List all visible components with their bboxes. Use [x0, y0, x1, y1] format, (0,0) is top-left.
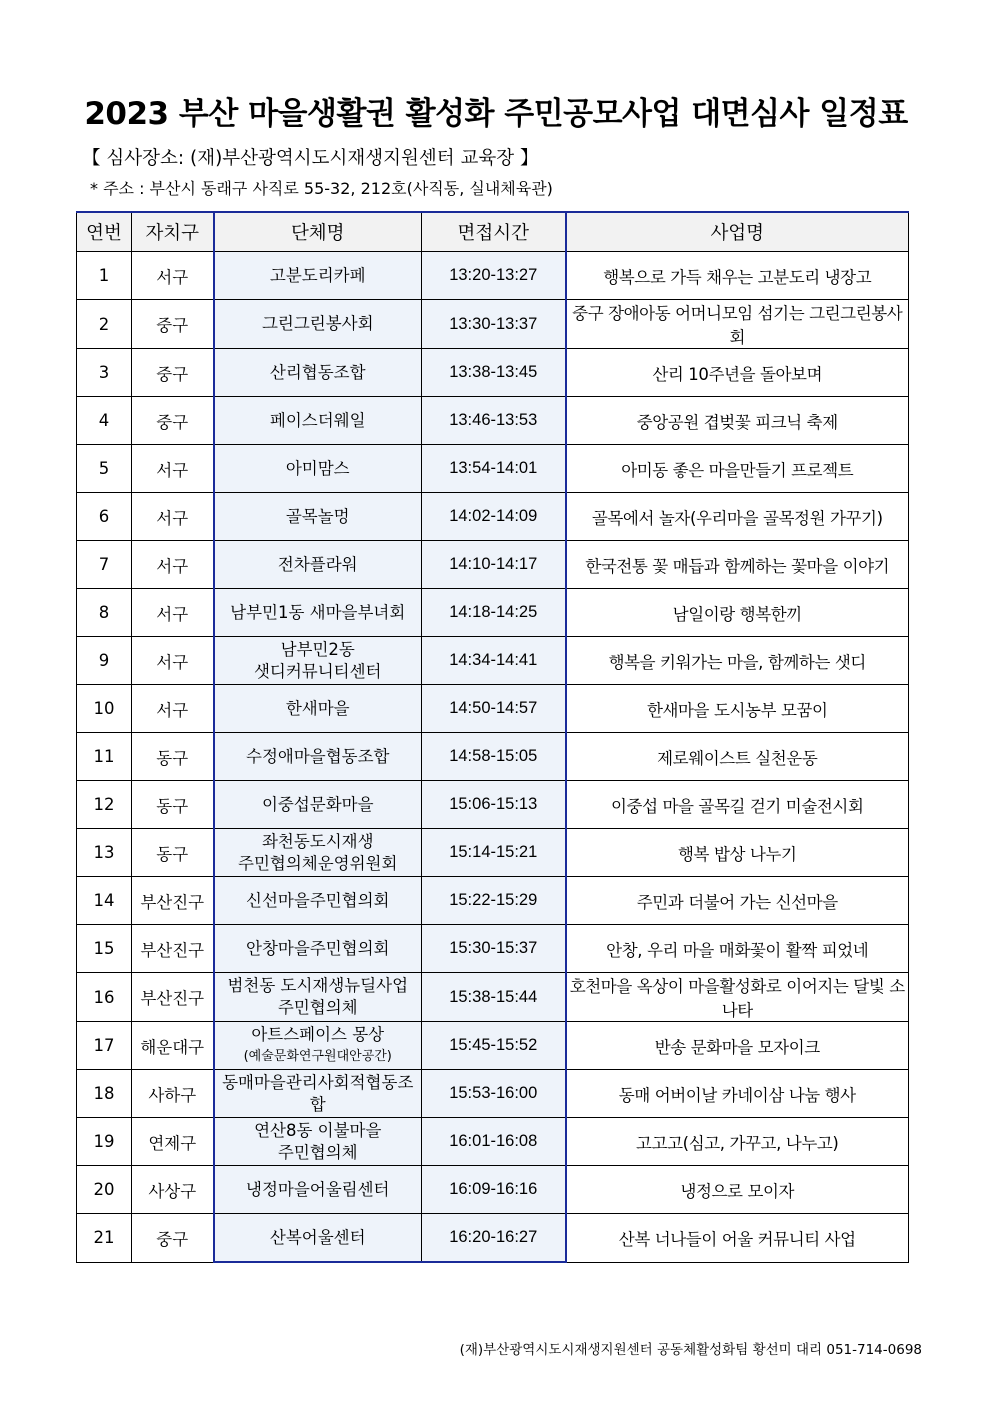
row-project: 고고고(심고, 가꾸고, 나누고): [566, 1118, 909, 1166]
row-time: 16:20-16:27: [422, 1214, 566, 1263]
row-no: 6: [77, 493, 132, 541]
row-time: 14:34-14:41: [422, 637, 566, 685]
row-organization: [214, 877, 422, 925]
footer-contact: (재)부산광역시도시재생지원센터 공동체활성화팀 황선미 대리 051-714-0698: [459, 1342, 922, 1358]
organization-line-1: 남부민2동: [280, 639, 355, 659]
row-organization: [214, 637, 422, 685]
row-project: 행복 밥상 나누기: [566, 829, 909, 877]
row-organization: [214, 252, 422, 300]
table-row: [77, 829, 909, 877]
table-row: [77, 1214, 909, 1263]
row-district: 동구: [132, 781, 214, 829]
row-time: 16:09-16:16: [422, 1166, 566, 1214]
organization-line-1: 수정애마을협동조합: [246, 746, 390, 766]
row-time: 16:01-16:08: [422, 1118, 566, 1166]
row-organization: [214, 1022, 422, 1070]
row-organization: [214, 349, 422, 397]
row-no: 1: [77, 252, 132, 300]
row-no: 7: [77, 541, 132, 589]
row-no: 5: [77, 445, 132, 493]
row-no: 14: [77, 877, 132, 925]
row-time: 14:10-14:17: [422, 541, 566, 589]
row-no: 18: [77, 1070, 132, 1118]
organization-line-1: 산리협동조합: [269, 362, 366, 382]
row-project: 아미동 좋은 마을만들기 프로젝트: [566, 445, 909, 493]
row-organization: [214, 493, 422, 541]
row-time: 14:02-14:09: [422, 493, 566, 541]
row-district: 중구: [132, 300, 214, 349]
row-no: 20: [77, 1166, 132, 1214]
table-row: [77, 397, 909, 445]
row-district: 중구: [132, 1214, 214, 1263]
row-project: 골목에서 놀자(우리마을 골목정원 가꾸기): [566, 493, 909, 541]
organization-line-2: 주민협의체운영위원회: [238, 853, 398, 873]
table-row: [77, 781, 909, 829]
table-row: [77, 1118, 909, 1166]
row-organization: [214, 397, 422, 445]
row-time: 13:46-13:53: [422, 397, 566, 445]
organization-line-1: 동매마을관리사회적협동조합: [222, 1072, 414, 1114]
row-no: 21: [77, 1214, 132, 1263]
row-district: 중구: [132, 349, 214, 397]
organization-line-1: 페이스더웨일: [269, 410, 366, 430]
row-district: 서구: [132, 589, 214, 637]
organization-line-1: 냉정마을어울림센터: [246, 1179, 390, 1199]
row-project: 남일이랑 행복한끼: [566, 589, 909, 637]
row-district: 부산진구: [132, 925, 214, 973]
row-time: 14:18-14:25: [422, 589, 566, 637]
row-no: 3: [77, 349, 132, 397]
row-time: 13:30-13:37: [422, 300, 566, 349]
row-district: 서구: [132, 445, 214, 493]
row-organization: [214, 733, 422, 781]
table-header-row: [77, 212, 909, 252]
row-project: 안창, 우리 마을 매화꽃이 활짝 피었네: [566, 925, 909, 973]
row-organization: [214, 685, 422, 733]
row-project: 한국전통 꽃 매듭과 함께하는 꽃마을 이야기: [566, 541, 909, 589]
row-time: 14:58-15:05: [422, 733, 566, 781]
table-row: [77, 1166, 909, 1214]
row-district: 서구: [132, 685, 214, 733]
row-no: 16: [77, 973, 132, 1022]
row-organization: [214, 300, 422, 349]
row-district: 서구: [132, 252, 214, 300]
row-time: 13:38-13:45: [422, 349, 566, 397]
row-no: 11: [77, 733, 132, 781]
row-project: 동매 어버이날 카네이삼 나눔 행사: [566, 1070, 909, 1118]
row-district: 서구: [132, 541, 214, 589]
row-district: 사상구: [132, 1166, 214, 1214]
row-project: 산리 10주년을 돌아보며: [566, 349, 909, 397]
row-project: 이중섭 마을 골목길 걷기 미술전시회: [566, 781, 909, 829]
row-organization: [214, 781, 422, 829]
row-organization: [214, 589, 422, 637]
row-district: 연제구: [132, 1118, 214, 1166]
row-organization: [214, 1118, 422, 1166]
organization-line-1: 고분도리카페: [269, 265, 366, 285]
table-row: [77, 925, 909, 973]
organization-line-1: 전차플라워: [277, 554, 358, 574]
row-time: 15:06-15:13: [422, 781, 566, 829]
row-district: 동구: [132, 829, 214, 877]
row-no: 9: [77, 637, 132, 685]
row-time: 15:14-15:21: [422, 829, 566, 877]
row-time: 15:30-15:37: [422, 925, 566, 973]
row-time: 13:20-13:27: [422, 252, 566, 300]
row-no: 4: [77, 397, 132, 445]
address-line: * 주소 : 부산시 동래구 사직로 55-32, 212호(사직동, 실내체육관): [90, 179, 553, 198]
row-project: 반송 문화마을 모자이크: [566, 1022, 909, 1070]
organization-line-1: 한새마을: [285, 698, 350, 718]
row-no: 17: [77, 1022, 132, 1070]
row-time: 15:45-15:52: [422, 1022, 566, 1070]
organization-line-1: 그린그린봉사회: [261, 314, 374, 333]
organization-line-2: 주민협의체: [277, 998, 358, 1017]
organization-line-1: 안창마을주민협의회: [246, 938, 390, 958]
row-organization: [214, 1070, 422, 1118]
row-project: 주민과 더불어 가는 신선마을: [566, 877, 909, 925]
organization-line-2: 샛디커뮤니티센터: [253, 661, 382, 681]
table-row: [77, 973, 909, 1022]
row-district: 동구: [132, 733, 214, 781]
row-time: 14:50-14:57: [422, 685, 566, 733]
organization-line-1: 남부민1동 새마을부녀회: [230, 602, 406, 622]
row-no: 2: [77, 300, 132, 349]
organization-line-1: 신선마을주민협의회: [246, 890, 390, 910]
row-project: 중앙공원 겹벚꽃 피크닉 축제: [566, 397, 909, 445]
table-row: [77, 589, 909, 637]
organization-line-1: 아미맘스: [285, 458, 350, 478]
row-no: 19: [77, 1118, 132, 1166]
organization-line-1: 골목놀멍: [285, 506, 350, 526]
table-row: [77, 541, 909, 589]
table-row: [77, 493, 909, 541]
row-no: 13: [77, 829, 132, 877]
row-organization: [214, 1166, 422, 1214]
page-title: 2023 부산 마을생활권 활성화 주민공모사업 대면심사 일정표: [84, 96, 908, 132]
row-project: 행복을 키워가는 마을, 함께하는 샛디: [566, 637, 909, 685]
table-row: [77, 349, 909, 397]
row-no: 12: [77, 781, 132, 829]
row-project: 산복 너나들이 어울 커뮤니티 사업: [566, 1214, 909, 1263]
table-row: [77, 1070, 909, 1118]
organization-line-1: 연산8동 이불마을: [254, 1120, 382, 1140]
venue-line: 【 심사장소: (재)부산광역시도시재생지원센터 교육장 】: [82, 148, 539, 169]
row-project: 한새마을 도시농부 모꿈이: [566, 685, 909, 733]
row-district: 서구: [132, 493, 214, 541]
table-row: [77, 1022, 909, 1070]
row-project: 제로웨이스트 실천운동: [566, 733, 909, 781]
row-time: 15:22-15:29: [422, 877, 566, 925]
row-project: 냉정으로 모이자: [566, 1166, 909, 1214]
row-project: 호천마을 옥상이 마을활성화로 이어지는 달빛 소나타: [566, 973, 909, 1022]
header-organization: 단체명: [214, 212, 422, 252]
row-organization: [214, 925, 422, 973]
organization-line-1: 범천동 도시재생뉴딜사업: [227, 976, 409, 995]
header-district: 자치구: [132, 212, 214, 252]
header-time: 면접시간: [422, 212, 566, 252]
organization-line-1: 아트스페이스 몽상: [251, 1024, 385, 1044]
row-district: 부산진구: [132, 877, 214, 925]
row-district: 사하구: [132, 1070, 214, 1118]
row-project: 행복으로 가득 채우는 고분도리 냉장고: [566, 252, 909, 300]
row-organization: [214, 973, 422, 1022]
row-district: 해운대구: [132, 1022, 214, 1070]
table-row: [77, 252, 909, 300]
row-project: 중구 장애아동 어머니모임 섬기는 그린그린봉사회: [566, 300, 909, 349]
row-no: 15: [77, 925, 132, 973]
row-district: 중구: [132, 397, 214, 445]
row-organization: [214, 445, 422, 493]
organization-line-2: 주민협의체: [277, 1142, 358, 1162]
table-row: [77, 733, 909, 781]
row-organization: [214, 829, 422, 877]
header-no: 연번: [77, 212, 132, 252]
row-organization: [214, 1214, 422, 1263]
row-time: 13:54-14:01: [422, 445, 566, 493]
row-time: 15:38-15:44: [422, 973, 566, 1022]
organization-line-1: 산복어울센터: [269, 1227, 366, 1247]
table-row: [77, 300, 909, 349]
row-no: 10: [77, 685, 132, 733]
table-row: [77, 445, 909, 493]
schedule-table: [76, 211, 909, 1263]
table-row: [77, 685, 909, 733]
row-district: 서구: [132, 637, 214, 685]
row-district: 부산진구: [132, 973, 214, 1022]
organization-line-1: 이중섭문화마을: [261, 794, 374, 814]
row-time: 15:53-16:00: [422, 1070, 566, 1118]
organization-line-1: 좌천동도시재생: [261, 831, 374, 851]
organization-line-2: (예술문화연구원대안공간): [243, 1048, 392, 1064]
table-row: [77, 877, 909, 925]
row-no: 8: [77, 589, 132, 637]
header-project: 사업명: [566, 212, 909, 252]
table-row: [77, 637, 909, 685]
row-organization: [214, 541, 422, 589]
